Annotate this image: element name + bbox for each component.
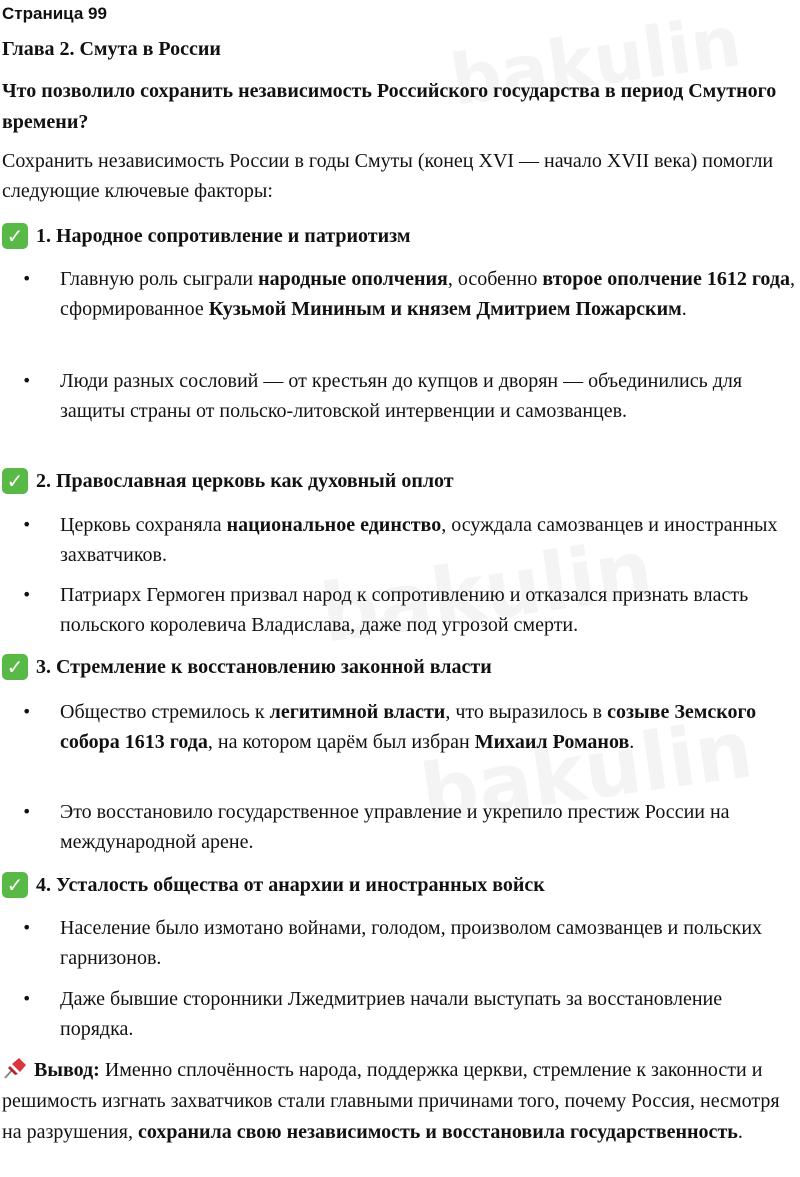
pushpin-icon [2, 1056, 28, 1080]
list-item-text: Общество стремилось к легитимной власти, что выразилось в созыве Земского собора 1613 года, на котором царём был избран Михаил Романов. [60, 701, 757, 753]
check-icon: ✓ [2, 872, 28, 898]
list-item-text: Население было измотано войнами, голодом, произволом самозванцев и польских гарнизонов. [60, 917, 763, 969]
check-icon: ✓ [2, 654, 28, 680]
bullet-icon: • [22, 702, 32, 721]
list-item-text: Церковь сохраняла национальное единство, осуждала самозванцев и иностранных захватчиков. [60, 514, 778, 566]
bullet-icon: • [22, 515, 32, 534]
section-title: 4. Усталость общества от анархии и иностранных войск [36, 873, 545, 896]
intro-paragraph: Сохранить независимость России в годы Смуты (конец XVI — начало XVII века) помогли следующие ключевые факторы: [2, 150, 774, 202]
bullet-icon: • [22, 371, 32, 390]
list-item-text: Главную роль сыграли народные ополчения, особенно второе ополчение 1612 года, сформированное Кузьмой Мининым и князем Дмитрием Пожарским. [60, 268, 795, 320]
page-label: Страница 99 [2, 4, 107, 23]
list-item-text: Даже бывшие сторонники Лжедмитриев начали выступать за восстановление порядка. [60, 988, 723, 1040]
bullet-icon: • [22, 802, 32, 821]
list-item-text: Патриарх Гермоген призвал народ к сопротивлению и отказался признать власть польского королевича Владислава, даже под угрозой смерти. [60, 584, 749, 636]
check-icon: ✓ [2, 468, 28, 494]
section-heading [2, 222, 411, 250]
bullet-icon: • [22, 585, 32, 604]
section-heading [2, 467, 454, 495]
bullet-icon: • [22, 269, 32, 288]
chapter-title: Глава 2. Смута в России [2, 38, 221, 60]
section-heading [2, 653, 492, 681]
section-title: 1. Народное сопротивление и патриотизм [36, 224, 411, 247]
section-heading [2, 871, 545, 899]
bullet-icon: • [22, 918, 32, 937]
list-item-text: Это восстановило государственное управление и укрепило престиж России на международной арене. [60, 801, 730, 853]
question-heading: Что позволило сохранить независимость Российского государства в период Смутного времени? [2, 80, 777, 133]
check-icon: ✓ [2, 223, 28, 249]
list-item-text: Люди разных сословий — от крестьян до купцов и дворян — объединились для защиты страны от польско-литовской интервенции и самозванцев. [60, 370, 743, 422]
conclusion-paragraph: Вывод: Именно сплочённость народа, поддержка церкви, стремление к законности и решимость изгнать захватчиков стали главными причинами того, почему Россия, несмотря на разрушения, сохранила свою независимость и восстановила государственность. [2, 1055, 782, 1148]
bullet-icon: • [22, 989, 32, 1008]
section-title: 2. Православная церковь как духовный оплот [36, 469, 454, 492]
section-title: 3. Стремление к восстановлению законной власти [36, 655, 492, 678]
conclusion-label: Вывод: [34, 1059, 100, 1081]
